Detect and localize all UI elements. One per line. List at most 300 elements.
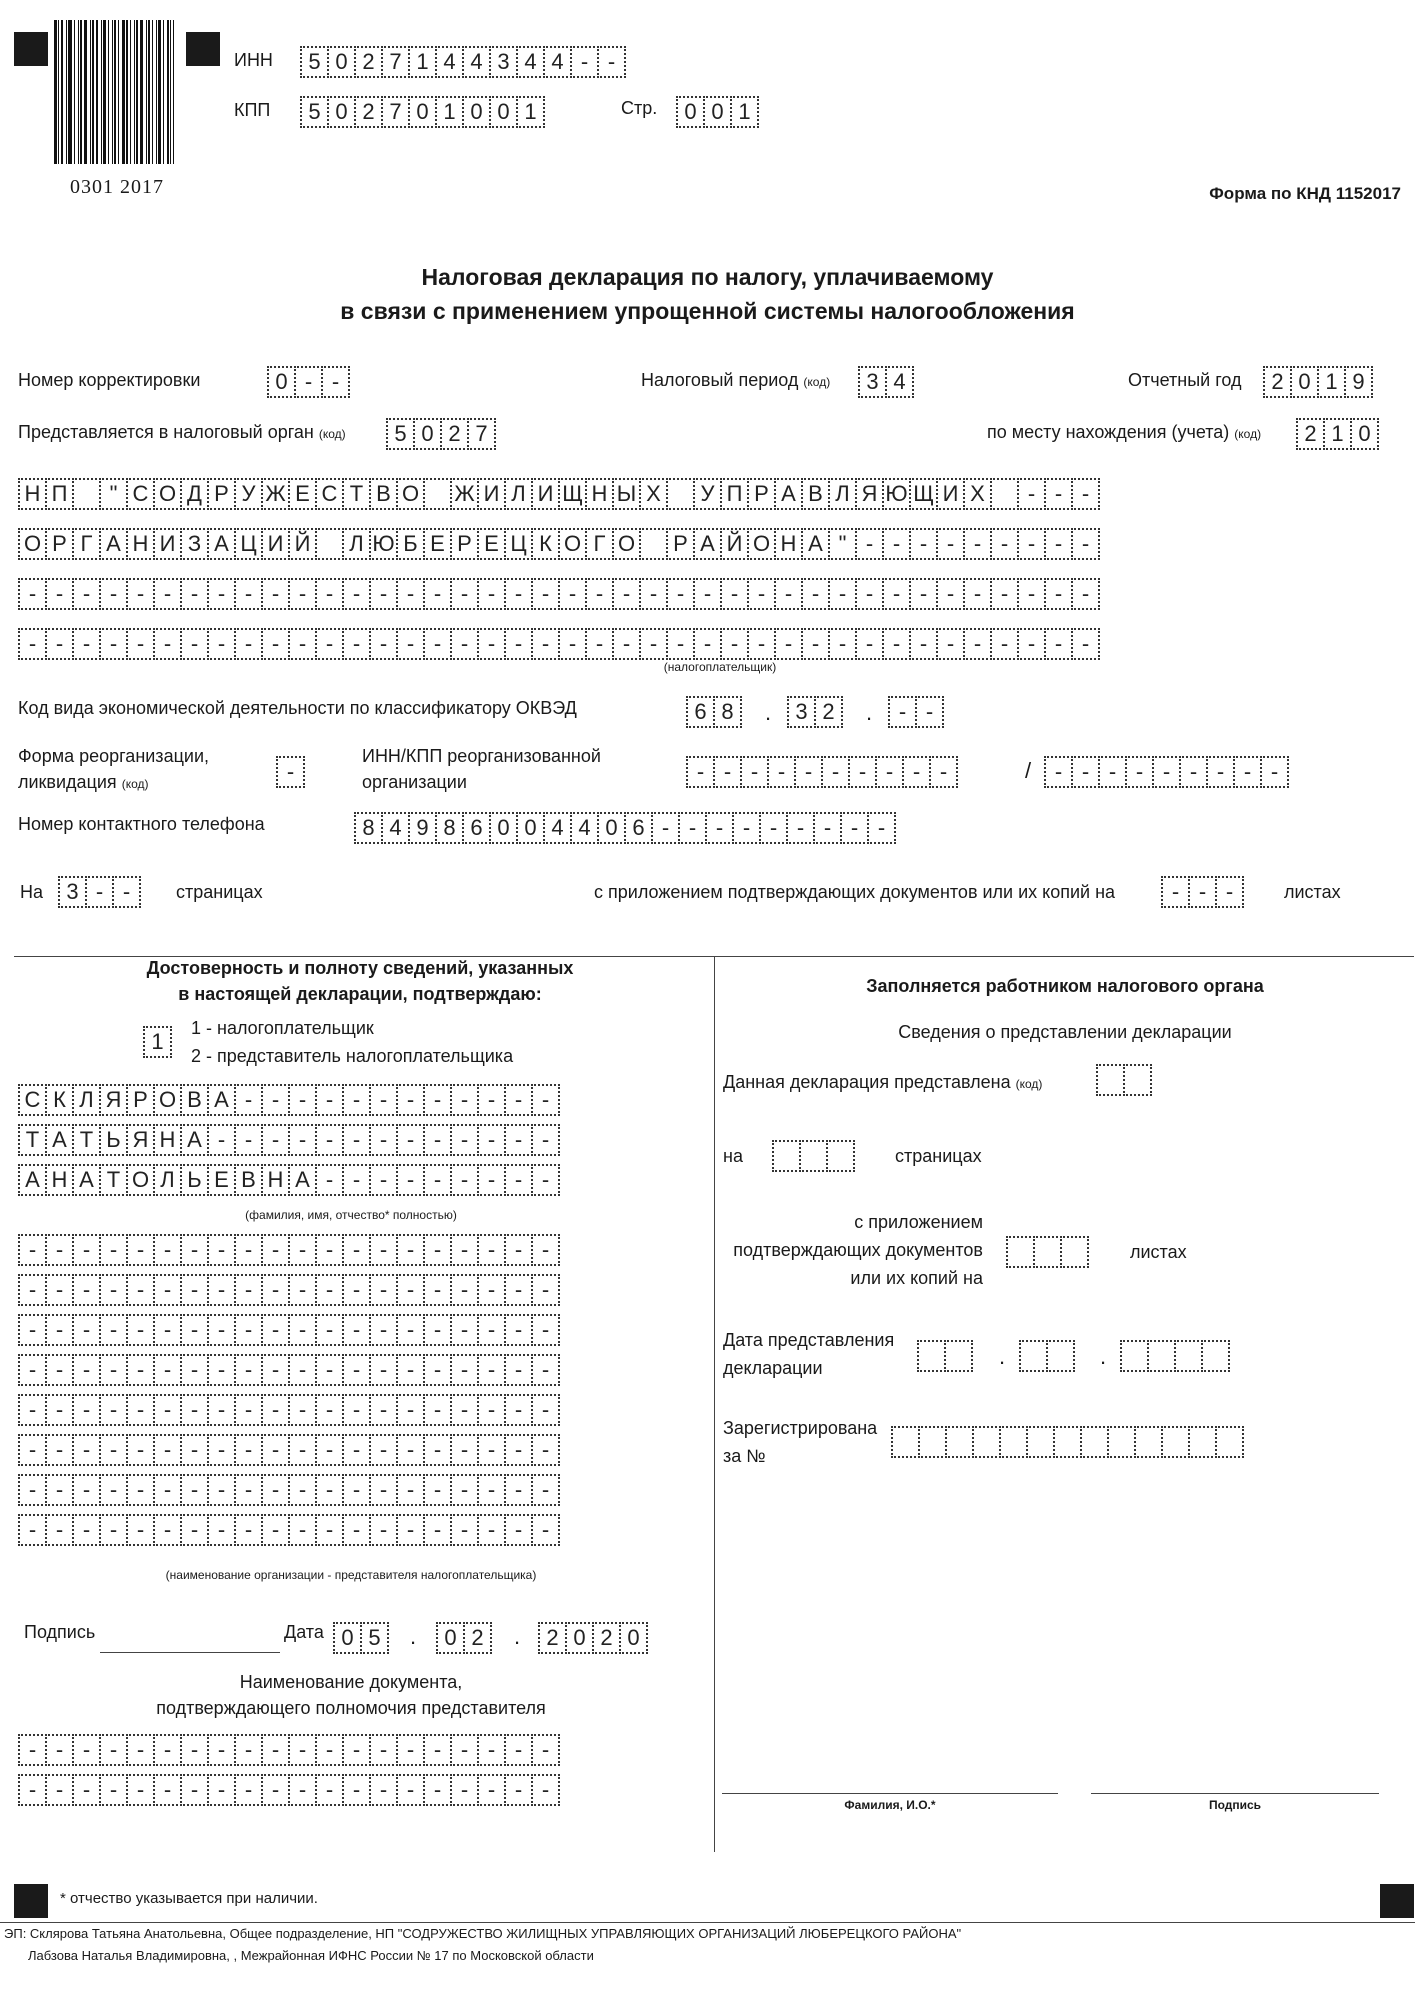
char-cell[interactable]: - xyxy=(288,1314,317,1346)
char-cell[interactable]: - xyxy=(153,1234,182,1266)
char-cell[interactable]: - xyxy=(342,1474,371,1506)
char-cell[interactable]: - xyxy=(126,1474,155,1506)
char-cell[interactable]: - xyxy=(261,628,290,660)
char-cell[interactable]: А xyxy=(72,1164,101,1196)
char-cell[interactable]: - xyxy=(126,1434,155,1466)
char-cell[interactable]: - xyxy=(369,628,398,660)
char-cell[interactable]: 5 xyxy=(300,96,329,128)
char-cell[interactable]: - xyxy=(423,1514,452,1546)
char-cell[interactable]: Ц xyxy=(504,528,533,560)
char-cell[interactable]: Ц xyxy=(234,528,263,560)
char-cell[interactable]: - xyxy=(315,1514,344,1546)
char-cell[interactable]: 4 xyxy=(543,812,572,844)
char-cell[interactable]: 2 xyxy=(463,1622,492,1654)
char-cell[interactable]: - xyxy=(740,756,769,788)
char-cell[interactable]: - xyxy=(234,1084,263,1116)
empty-cell[interactable] xyxy=(1174,1340,1203,1372)
char-cell[interactable]: - xyxy=(423,1474,452,1506)
char-cell[interactable]: - xyxy=(1044,578,1073,610)
report-year-cells[interactable] xyxy=(1263,366,1371,398)
char-cell[interactable]: - xyxy=(558,628,587,660)
char-cell[interactable]: - xyxy=(369,1314,398,1346)
rep-org-row[interactable] xyxy=(18,1394,558,1426)
char-cell[interactable]: А xyxy=(45,1124,74,1156)
char-cell[interactable]: - xyxy=(207,1314,236,1346)
char-cell[interactable]: - xyxy=(45,1474,74,1506)
empty-cell[interactable] xyxy=(1123,1064,1152,1096)
char-cell[interactable]: Н xyxy=(153,1124,182,1156)
char-cell[interactable]: Н xyxy=(45,1164,74,1196)
empty-cell[interactable] xyxy=(1107,1426,1136,1458)
char-cell[interactable]: - xyxy=(18,1234,47,1266)
char-cell[interactable]: 1 xyxy=(143,1026,172,1058)
char-cell[interactable]: 1 xyxy=(435,96,464,128)
char-cell[interactable]: 7 xyxy=(381,96,410,128)
empty-cell[interactable] xyxy=(1060,1236,1089,1268)
char-cell[interactable]: - xyxy=(288,1084,317,1116)
char-cell[interactable]: - xyxy=(774,628,803,660)
char-cell[interactable]: 0 xyxy=(408,96,437,128)
char-cell[interactable]: О xyxy=(153,1084,182,1116)
char-cell[interactable]: - xyxy=(477,1084,506,1116)
char-cell[interactable] xyxy=(990,478,1019,510)
char-cell[interactable]: - xyxy=(1071,578,1100,610)
date-month-cells[interactable] xyxy=(436,1622,490,1654)
char-cell[interactable]: - xyxy=(504,1474,533,1506)
char-cell[interactable]: - xyxy=(234,1124,263,1156)
char-cell[interactable]: - xyxy=(855,578,884,610)
empty-cell[interactable] xyxy=(826,1140,855,1172)
char-cell[interactable]: 6 xyxy=(624,812,653,844)
char-cell[interactable]: - xyxy=(276,756,305,788)
char-cell[interactable]: - xyxy=(1188,876,1217,908)
char-cell[interactable]: Я xyxy=(855,478,884,510)
char-cell[interactable]: - xyxy=(126,1354,155,1386)
empty-cell[interactable] xyxy=(1006,1236,1035,1268)
char-cell[interactable]: Г xyxy=(72,528,101,560)
char-cell[interactable]: 3 xyxy=(489,46,518,78)
char-cell[interactable]: 4 xyxy=(516,46,545,78)
char-cell[interactable]: - xyxy=(126,1514,155,1546)
char-cell[interactable]: - xyxy=(531,1234,560,1266)
char-cell[interactable]: - xyxy=(450,1514,479,1546)
char-cell[interactable]: - xyxy=(813,812,842,844)
char-cell[interactable]: О xyxy=(153,478,182,510)
char-cell[interactable]: У xyxy=(693,478,722,510)
empty-cell[interactable] xyxy=(918,1426,947,1458)
char-cell[interactable]: 0 xyxy=(1290,366,1319,398)
empty-cell[interactable] xyxy=(1080,1426,1109,1458)
char-cell[interactable]: 2 xyxy=(538,1622,567,1654)
char-cell[interactable]: - xyxy=(45,1394,74,1426)
char-cell[interactable]: - xyxy=(288,1774,317,1806)
char-cell[interactable]: Р xyxy=(45,528,74,560)
char-cell[interactable]: - xyxy=(531,578,560,610)
char-cell[interactable]: 1 xyxy=(408,46,437,78)
char-cell[interactable]: - xyxy=(342,628,371,660)
rep-org-row[interactable] xyxy=(18,1234,558,1266)
char-cell[interactable]: - xyxy=(342,1394,371,1426)
char-cell[interactable]: 4 xyxy=(462,46,491,78)
char-cell[interactable]: - xyxy=(45,1274,74,1306)
char-cell[interactable]: 0 xyxy=(327,46,356,78)
char-cell[interactable]: - xyxy=(261,578,290,610)
char-cell[interactable]: - xyxy=(153,1354,182,1386)
char-cell[interactable]: А xyxy=(774,478,803,510)
char-cell[interactable]: Т xyxy=(18,1124,47,1156)
tax-period-cells[interactable] xyxy=(858,366,912,398)
char-cell[interactable]: - xyxy=(828,628,857,660)
char-cell[interactable]: - xyxy=(1260,756,1289,788)
char-cell[interactable]: - xyxy=(315,1774,344,1806)
char-cell[interactable]: - xyxy=(207,578,236,610)
char-cell[interactable]: - xyxy=(450,1274,479,1306)
char-cell[interactable]: С xyxy=(315,478,344,510)
char-cell[interactable]: - xyxy=(45,1354,74,1386)
char-cell[interactable]: О xyxy=(558,528,587,560)
char-cell[interactable]: - xyxy=(18,1474,47,1506)
char-cell[interactable]: А xyxy=(288,1164,317,1196)
char-cell[interactable]: - xyxy=(882,578,911,610)
char-cell[interactable]: - xyxy=(1017,578,1046,610)
char-cell[interactable]: - xyxy=(531,1164,560,1196)
char-cell[interactable]: Б xyxy=(396,528,425,560)
char-cell[interactable]: - xyxy=(477,1474,506,1506)
char-cell[interactable]: 4 xyxy=(381,812,410,844)
char-cell[interactable]: О xyxy=(126,1164,155,1196)
char-cell[interactable]: - xyxy=(207,1394,236,1426)
char-cell[interactable]: - xyxy=(288,1394,317,1426)
char-cell[interactable]: Л xyxy=(504,478,533,510)
char-cell[interactable]: - xyxy=(666,578,695,610)
char-cell[interactable]: - xyxy=(294,366,323,398)
char-cell[interactable]: - xyxy=(450,1774,479,1806)
char-cell[interactable]: - xyxy=(72,578,101,610)
char-cell[interactable]: - xyxy=(315,1314,344,1346)
char-cell[interactable]: Я xyxy=(99,1084,128,1116)
char-cell[interactable]: - xyxy=(686,756,715,788)
char-cell[interactable]: - xyxy=(72,1314,101,1346)
char-cell[interactable]: - xyxy=(423,1394,452,1426)
empty-cell[interactable] xyxy=(1053,1426,1082,1458)
char-cell[interactable]: - xyxy=(909,528,938,560)
char-cell[interactable]: - xyxy=(990,528,1019,560)
char-cell[interactable]: - xyxy=(396,1314,425,1346)
char-cell[interactable]: - xyxy=(234,1474,263,1506)
signer-name-row[interactable] xyxy=(18,1084,558,1116)
char-cell[interactable]: - xyxy=(396,1774,425,1806)
char-cell[interactable]: - xyxy=(315,1084,344,1116)
okved-cells-1[interactable] xyxy=(686,696,740,728)
char-cell[interactable]: 1 xyxy=(1317,366,1346,398)
char-cell[interactable]: 3 xyxy=(858,366,887,398)
char-cell[interactable]: - xyxy=(207,1354,236,1386)
char-cell[interactable]: - xyxy=(288,1434,317,1466)
char-cell[interactable]: - xyxy=(369,1084,398,1116)
char-cell[interactable]: - xyxy=(99,1234,128,1266)
char-cell[interactable]: - xyxy=(786,812,815,844)
char-cell[interactable]: - xyxy=(504,1314,533,1346)
char-cell[interactable]: Н xyxy=(585,478,614,510)
taxpayer-row[interactable] xyxy=(18,578,1098,610)
char-cell[interactable]: - xyxy=(180,1354,209,1386)
char-cell[interactable]: - xyxy=(423,1354,452,1386)
char-cell[interactable]: 7 xyxy=(467,418,496,450)
char-cell[interactable]: - xyxy=(759,812,788,844)
char-cell[interactable]: - xyxy=(153,1434,182,1466)
char-cell[interactable]: - xyxy=(85,876,114,908)
char-cell[interactable]: - xyxy=(477,1124,506,1156)
char-cell[interactable]: - xyxy=(705,812,734,844)
char-cell[interactable]: - xyxy=(848,756,877,788)
registered-number-cells[interactable] xyxy=(891,1426,1242,1458)
char-cell[interactable]: - xyxy=(936,628,965,660)
char-cell[interactable]: - xyxy=(99,1314,128,1346)
char-cell[interactable]: Й xyxy=(288,528,317,560)
char-cell[interactable]: - xyxy=(72,628,101,660)
char-cell[interactable]: Р xyxy=(747,478,776,510)
char-cell[interactable]: - xyxy=(477,578,506,610)
char-cell[interactable]: 1 xyxy=(516,96,545,128)
char-cell[interactable]: - xyxy=(1215,876,1244,908)
char-cell[interactable]: - xyxy=(321,366,350,398)
char-cell[interactable]: - xyxy=(531,1774,560,1806)
char-cell[interactable]: - xyxy=(902,756,931,788)
char-cell[interactable]: А xyxy=(180,1124,209,1156)
char-cell[interactable]: - xyxy=(801,628,830,660)
officer-attach-cells[interactable] xyxy=(1006,1236,1087,1268)
rep-org-row[interactable] xyxy=(18,1354,558,1386)
char-cell[interactable]: - xyxy=(18,1774,47,1806)
char-cell[interactable]: - xyxy=(882,628,911,660)
char-cell[interactable]: 0 xyxy=(489,96,518,128)
char-cell[interactable]: - xyxy=(153,1474,182,1506)
char-cell[interactable]: - xyxy=(504,1434,533,1466)
char-cell[interactable]: - xyxy=(72,1274,101,1306)
char-cell[interactable]: В xyxy=(801,478,830,510)
empty-cell[interactable] xyxy=(1188,1426,1217,1458)
char-cell[interactable]: Е xyxy=(288,478,317,510)
empty-cell[interactable] xyxy=(945,1426,974,1458)
char-cell[interactable]: И xyxy=(153,528,182,560)
char-cell[interactable]: 0 xyxy=(676,96,705,128)
attach-cells[interactable] xyxy=(1161,876,1242,908)
char-cell[interactable]: - xyxy=(396,1434,425,1466)
char-cell[interactable]: - xyxy=(450,1314,479,1346)
char-cell[interactable]: - xyxy=(1017,528,1046,560)
char-cell[interactable]: - xyxy=(369,1234,398,1266)
char-cell[interactable]: - xyxy=(1044,478,1073,510)
char-cell[interactable]: - xyxy=(639,628,668,660)
char-cell[interactable]: - xyxy=(261,1354,290,1386)
char-cell[interactable]: - xyxy=(369,1164,398,1196)
char-cell[interactable]: - xyxy=(315,1234,344,1266)
char-cell[interactable]: - xyxy=(531,1514,560,1546)
char-cell[interactable]: Н xyxy=(774,528,803,560)
char-cell[interactable]: - xyxy=(666,628,695,660)
char-cell[interactable]: - xyxy=(396,1084,425,1116)
char-cell[interactable]: - xyxy=(126,1234,155,1266)
char-cell[interactable]: - xyxy=(477,628,506,660)
char-cell[interactable]: Н xyxy=(261,1164,290,1196)
char-cell[interactable]: - xyxy=(126,628,155,660)
char-cell[interactable]: 8 xyxy=(354,812,383,844)
char-cell[interactable]: Р xyxy=(666,528,695,560)
empty-cell[interactable] xyxy=(944,1340,973,1372)
char-cell[interactable]: 0 xyxy=(619,1622,648,1654)
rep-org-row[interactable] xyxy=(18,1434,558,1466)
char-cell[interactable]: - xyxy=(45,1234,74,1266)
char-cell[interactable]: 0 xyxy=(489,812,518,844)
empty-cell[interactable] xyxy=(1033,1236,1062,1268)
char-cell[interactable]: - xyxy=(477,1514,506,1546)
char-cell[interactable]: - xyxy=(612,578,641,610)
char-cell[interactable]: - xyxy=(99,1734,128,1766)
char-cell[interactable]: - xyxy=(315,1474,344,1506)
char-cell[interactable]: - xyxy=(234,1314,263,1346)
char-cell[interactable]: - xyxy=(72,1734,101,1766)
char-cell[interactable]: - xyxy=(909,628,938,660)
char-cell[interactable]: - xyxy=(1071,628,1100,660)
char-cell[interactable]: Т xyxy=(342,478,371,510)
char-cell[interactable]: - xyxy=(180,1514,209,1546)
char-cell[interactable]: Х xyxy=(639,478,668,510)
char-cell[interactable]: 3 xyxy=(58,876,87,908)
char-cell[interactable]: - xyxy=(45,628,74,660)
char-cell[interactable]: - xyxy=(342,1234,371,1266)
char-cell[interactable]: - xyxy=(288,1734,317,1766)
char-cell[interactable]: - xyxy=(207,1434,236,1466)
char-cell[interactable]: - xyxy=(423,628,452,660)
char-cell[interactable]: 8 xyxy=(435,812,464,844)
char-cell[interactable]: - xyxy=(531,1124,560,1156)
char-cell[interactable]: - xyxy=(531,1274,560,1306)
char-cell[interactable]: - xyxy=(342,1314,371,1346)
char-cell[interactable]: - xyxy=(531,1734,560,1766)
char-cell[interactable]: - xyxy=(207,1124,236,1156)
char-cell[interactable]: - xyxy=(369,578,398,610)
char-cell[interactable]: - xyxy=(261,1234,290,1266)
signer-name-row[interactable] xyxy=(18,1164,558,1196)
char-cell[interactable]: - xyxy=(126,1274,155,1306)
char-cell[interactable]: - xyxy=(450,1164,479,1196)
char-cell[interactable]: - xyxy=(342,1354,371,1386)
char-cell[interactable]: 0 xyxy=(1350,418,1379,450)
char-cell[interactable]: - xyxy=(936,578,965,610)
char-cell[interactable]: - xyxy=(369,1274,398,1306)
char-cell[interactable]: Т xyxy=(72,1124,101,1156)
char-cell[interactable]: - xyxy=(207,1734,236,1766)
char-cell[interactable]: - xyxy=(99,1474,128,1506)
char-cell[interactable]: 0 xyxy=(267,366,296,398)
char-cell[interactable]: - xyxy=(396,1274,425,1306)
char-cell[interactable]: - xyxy=(72,1474,101,1506)
char-cell[interactable]: В xyxy=(369,478,398,510)
officer-date-year[interactable] xyxy=(1120,1340,1228,1372)
char-cell[interactable]: - xyxy=(1071,756,1100,788)
empty-cell[interactable] xyxy=(1026,1426,1055,1458)
char-cell[interactable]: - xyxy=(234,1234,263,1266)
char-cell[interactable]: - xyxy=(315,1124,344,1156)
char-cell[interactable]: - xyxy=(180,1394,209,1426)
char-cell[interactable]: Е xyxy=(423,528,452,560)
char-cell[interactable] xyxy=(72,478,101,510)
empty-cell[interactable] xyxy=(891,1426,920,1458)
char-cell[interactable]: О xyxy=(612,528,641,560)
char-cell[interactable]: - xyxy=(720,628,749,660)
char-cell[interactable]: - xyxy=(315,1164,344,1196)
char-cell[interactable]: С xyxy=(18,1084,47,1116)
char-cell[interactable]: - xyxy=(396,1234,425,1266)
char-cell[interactable]: Г xyxy=(585,528,614,560)
char-cell[interactable]: - xyxy=(915,696,944,728)
char-cell[interactable]: Р xyxy=(126,1084,155,1116)
char-cell[interactable]: - xyxy=(801,578,830,610)
char-cell[interactable]: - xyxy=(99,578,128,610)
char-cell[interactable]: - xyxy=(396,578,425,610)
char-cell[interactable]: И xyxy=(261,528,290,560)
char-cell[interactable]: - xyxy=(153,628,182,660)
char-cell[interactable]: - xyxy=(261,1434,290,1466)
empty-cell[interactable] xyxy=(1201,1340,1230,1372)
char-cell[interactable]: Р xyxy=(450,528,479,560)
char-cell[interactable]: - xyxy=(126,1734,155,1766)
reorg-inn-cells[interactable] xyxy=(686,756,956,788)
char-cell[interactable]: Л xyxy=(342,528,371,560)
char-cell[interactable]: Щ xyxy=(558,478,587,510)
char-cell[interactable]: П xyxy=(720,478,749,510)
char-cell[interactable]: - xyxy=(747,628,776,660)
char-cell[interactable]: В xyxy=(234,1164,263,1196)
char-cell[interactable]: - xyxy=(1233,756,1262,788)
officer-sign-line[interactable] xyxy=(1091,1793,1379,1794)
char-cell[interactable]: - xyxy=(747,578,776,610)
char-cell[interactable]: - xyxy=(450,1734,479,1766)
char-cell[interactable]: - xyxy=(342,1774,371,1806)
char-cell[interactable]: - xyxy=(99,1274,128,1306)
char-cell[interactable]: " xyxy=(99,478,128,510)
char-cell[interactable]: - xyxy=(504,628,533,660)
char-cell[interactable]: - xyxy=(180,578,209,610)
char-cell[interactable]: - xyxy=(126,1394,155,1426)
char-cell[interactable]: - xyxy=(207,1274,236,1306)
char-cell[interactable]: 0 xyxy=(462,96,491,128)
char-cell[interactable]: - xyxy=(99,1434,128,1466)
char-cell[interactable]: - xyxy=(207,628,236,660)
char-cell[interactable]: - xyxy=(794,756,823,788)
char-cell[interactable]: В xyxy=(180,1084,209,1116)
char-cell[interactable]: - xyxy=(72,1434,101,1466)
char-cell[interactable]: - xyxy=(315,628,344,660)
empty-cell[interactable] xyxy=(972,1426,1001,1458)
char-cell[interactable]: 5 xyxy=(386,418,415,450)
char-cell[interactable]: - xyxy=(369,1434,398,1466)
char-cell[interactable]: 0 xyxy=(516,812,545,844)
char-cell[interactable]: - xyxy=(855,628,884,660)
char-cell[interactable]: - xyxy=(45,1734,74,1766)
empty-cell[interactable] xyxy=(772,1140,801,1172)
char-cell[interactable]: - xyxy=(1098,756,1127,788)
char-cell[interactable]: У xyxy=(234,478,263,510)
empty-cell[interactable] xyxy=(1046,1340,1075,1372)
char-cell[interactable]: - xyxy=(693,628,722,660)
char-cell[interactable]: - xyxy=(369,1124,398,1156)
char-cell[interactable]: - xyxy=(153,1394,182,1426)
char-cell[interactable]: - xyxy=(597,46,626,78)
char-cell[interactable]: 2 xyxy=(1296,418,1325,450)
char-cell[interactable]: - xyxy=(612,628,641,660)
char-cell[interactable]: - xyxy=(288,1124,317,1156)
